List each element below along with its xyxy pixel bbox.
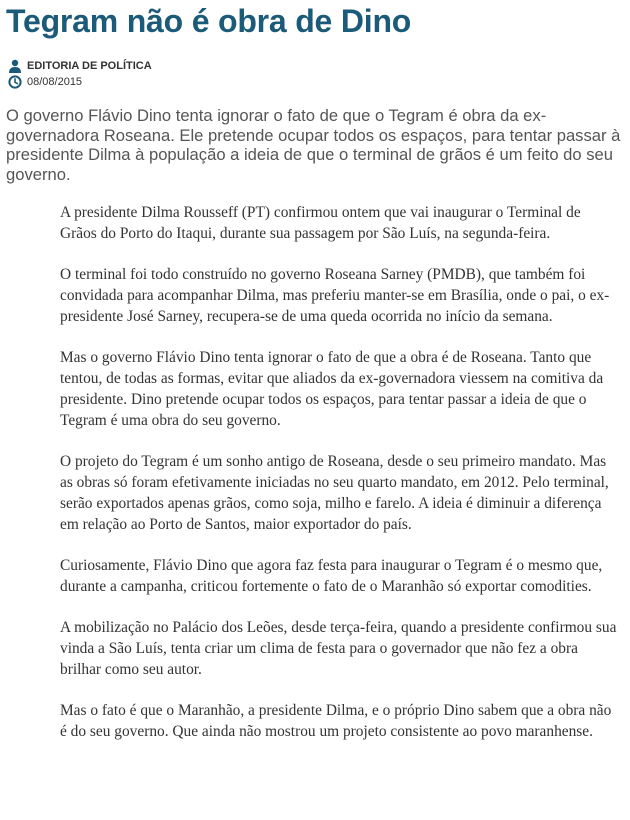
- article-body: [60, 202, 620, 762]
- article-author: EDITORIA DE POLÍTICA: [27, 60, 152, 72]
- article-paragraph: Mas o governo Flávio Dino tenta ignorar o fato de que a obra é de Roseana. Tanto que tentou, de todas as formas, evitar que aliados da ex-governadora viessem na comitiva da presidente. Dino pretende ocupar todos os espaços, para tentar passar a ideia de que o Tegram é uma obra do seu governo.: [60, 349, 604, 429]
- article-paragraph: A mobilização no Palácio dos Leões, desde terça-feira, quando a presidente confirmou sua vinda a São Luís, tenta criar um clima de festa para o governador que não fez a obra brilhar como seu autor.: [60, 619, 617, 678]
- article-lead: O governo Flávio Dino tenta ignorar o fato de que o Tegram é obra da ex-governadora Roseana. Ele pretende ocupar todos os espaços, para tentar passar à presidente Dilma à população a ideia de que o terminal de grãos é um feito do seu governo.: [6, 106, 621, 184]
- article-date-row: [8, 75, 82, 89]
- article-paragraph: Mas o fato é que o Maranhão, a presidente Dilma, e o próprio Dino sabem que a obra não é do seu governo. Que ainda não mostrou um projeto consistente ao povo maranhense.: [60, 702, 612, 740]
- article-paragraph: Curiosamente, Flávio Dino que agora faz festa para inaugurar o Tegram é o mesmo que, durante a campanha, criticou fortemente o fato de o Maranhão só exportar comodities.: [60, 557, 603, 595]
- article-date: 08/08/2015: [27, 76, 83, 88]
- user-icon: [8, 59, 22, 73]
- clock-icon: [8, 75, 22, 89]
- article-title: Tegram não é obra de Dino: [6, 3, 412, 39]
- article-paragraph: A presidente Dilma Rousseff (PT) confirmou ontem que vai inaugurar o Terminal de Grãos do Porto do Itaqui, durante sua passagem por São Luís, na segunda-feira.: [60, 204, 581, 242]
- article-paragraph: O projeto do Tegram é um sonho antigo de Roseana, desde o seu primeiro mandato. Mas as obras só foram efetivamente iniciadas no seu quarto mandato, em 2012. Pelo terminal, serão exportados apenas grãos, como soja, milho e farelo. A ideia é diminuir a diferença em relação ao Porto de Santos, maior exportador do país.: [60, 453, 609, 533]
- article-paragraph: O terminal foi todo construído no governo Roseana Sarney (PMDB), que também foi convidada para acompanhar Dilma, mas preferiu manter-se em Brasília, onde o pai, o ex-presidente José Sarney, recupera-se de uma queda ocorrida no início da semana.: [60, 266, 610, 325]
- article-author-row: [8, 59, 152, 73]
